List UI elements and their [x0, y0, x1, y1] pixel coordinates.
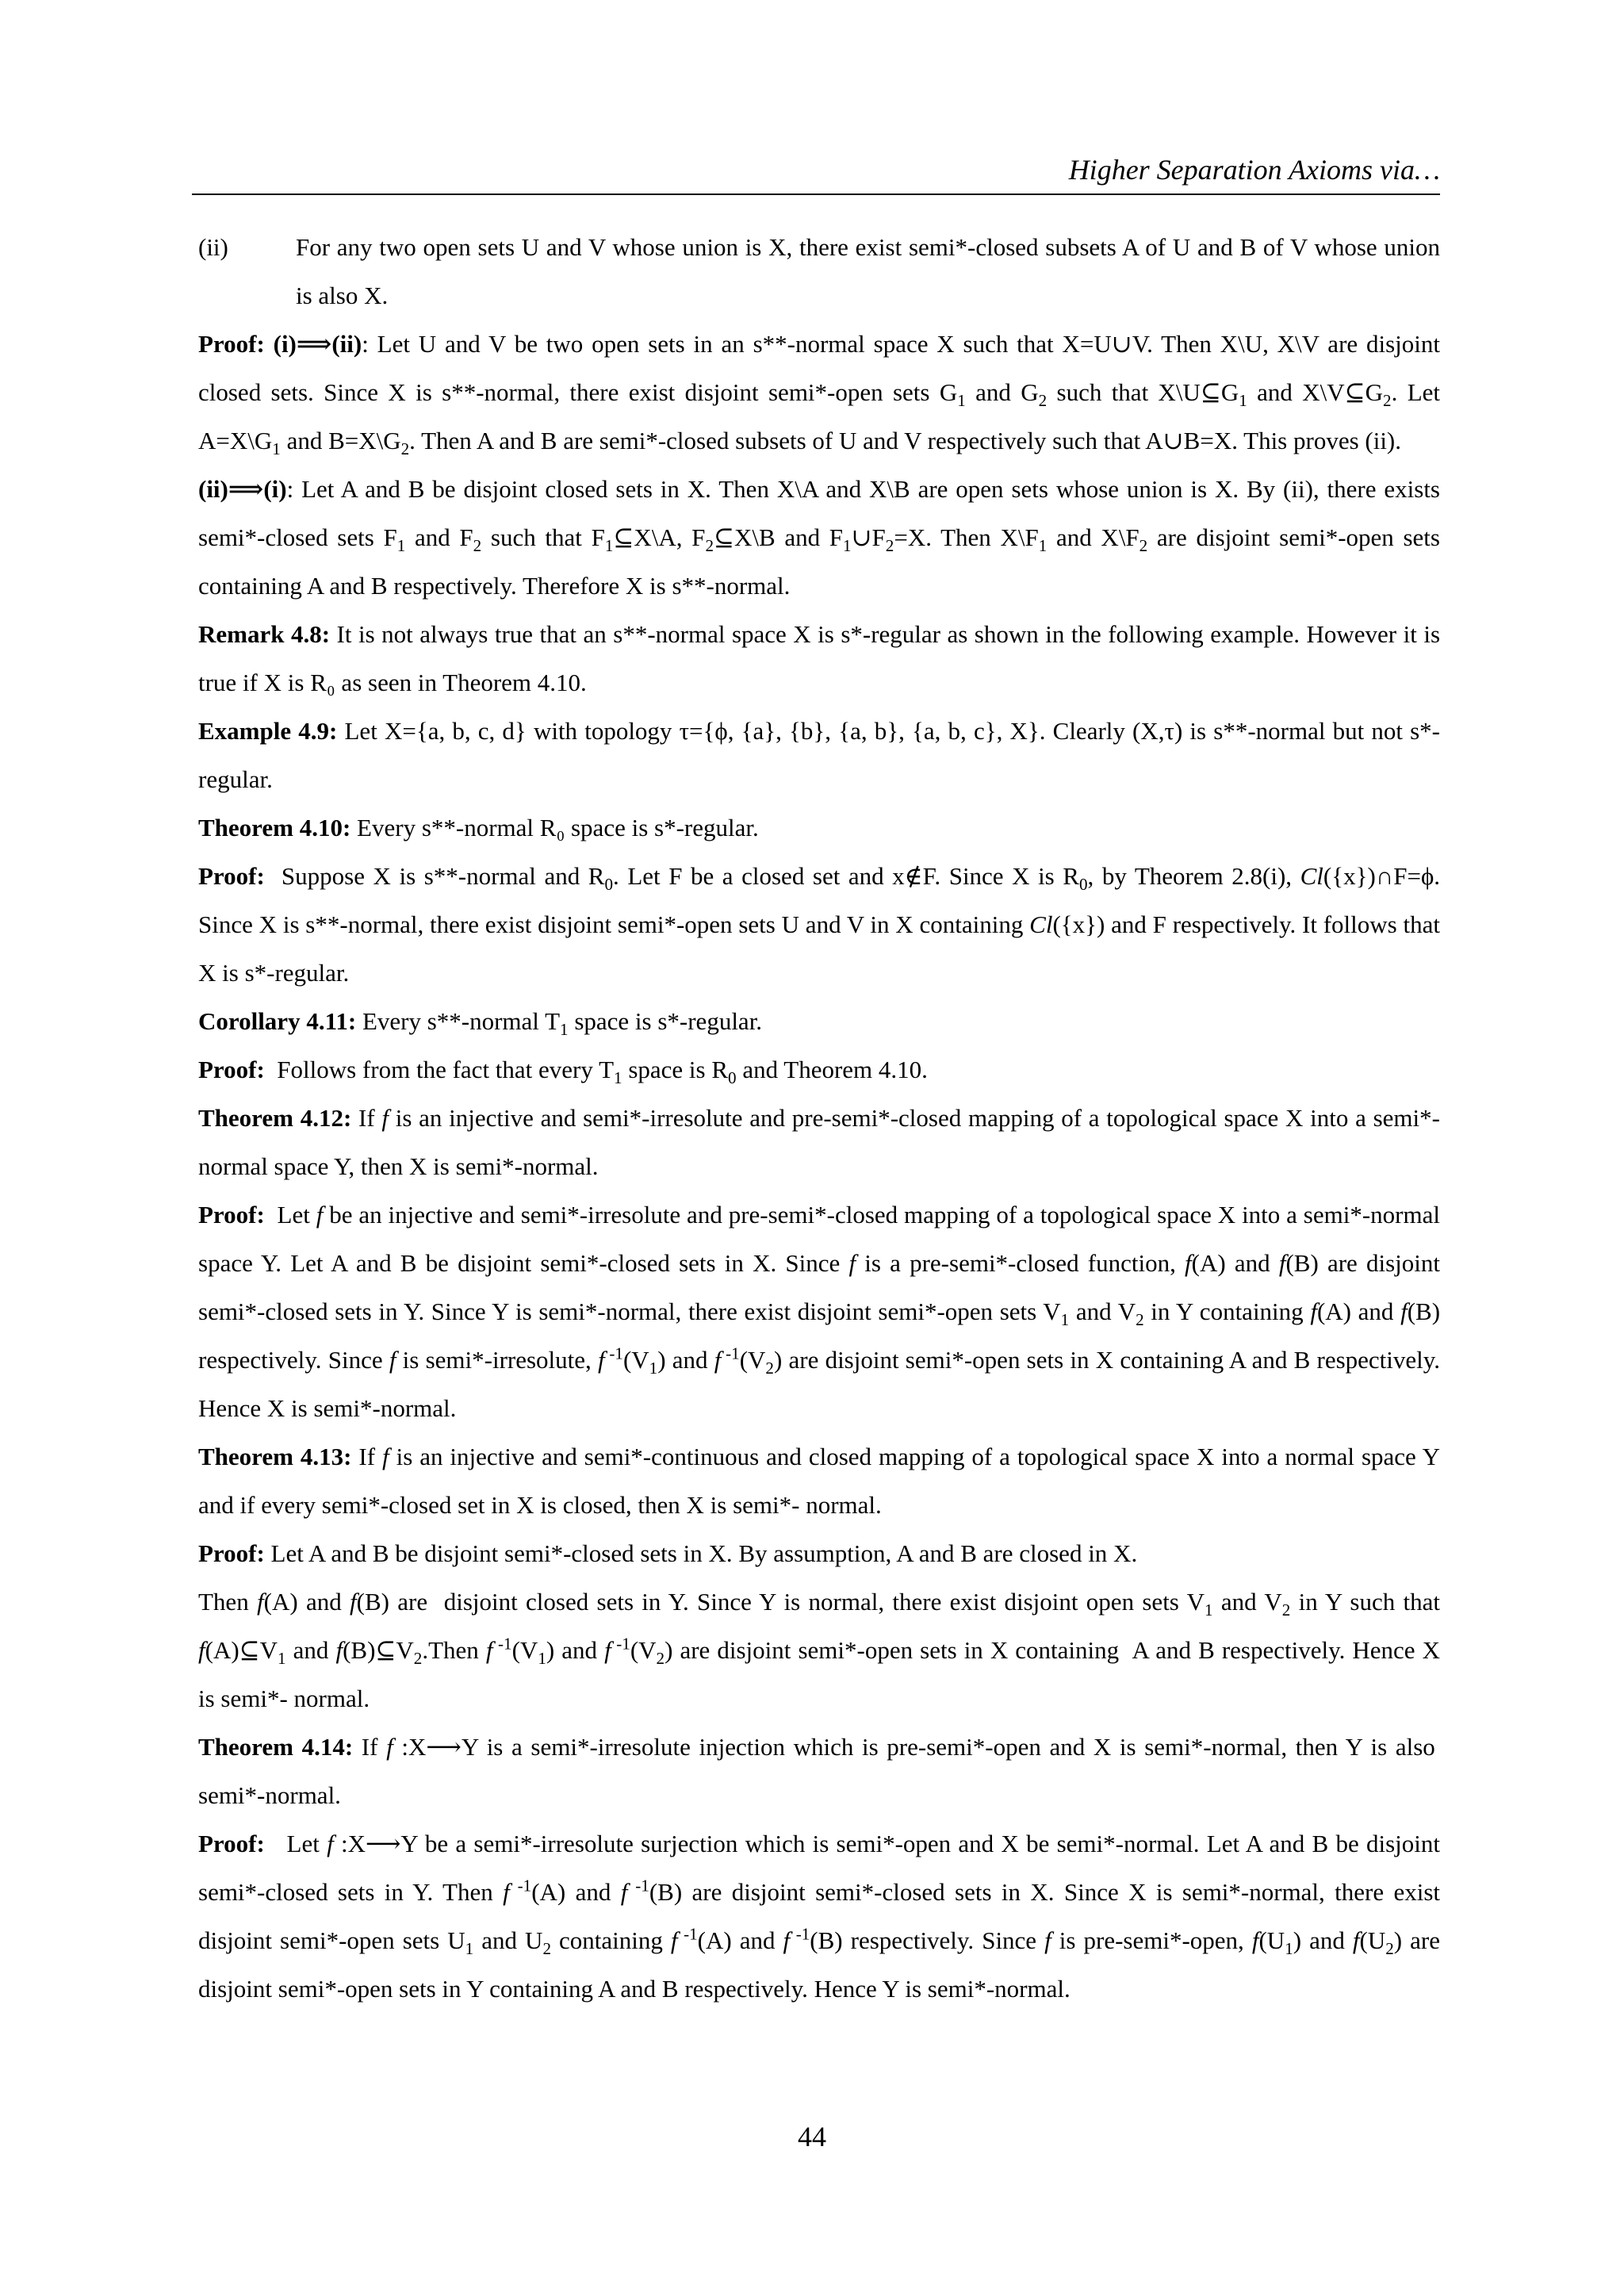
theorem-4-10-text: Every s**-normal R₀ space is s*-regular. — [357, 814, 759, 841]
proof-label: Proof: — [198, 1201, 265, 1228]
example-4-9-text: Let X={a, b, c, d} with topology τ={ϕ, {a}, {b}, {a, b}, {a, b, c}, X}. Clearly (X,τ) is s**-normal but not s*-regular. — [198, 717, 1441, 793]
list-item-number: (ii) — [198, 233, 228, 261]
page-body — [198, 223, 1440, 2013]
list-item-ii — [198, 223, 1440, 320]
example-4-9-label: Example 4.9: — [198, 717, 338, 745]
theorem-4-13-label: Theorem 4.13: — [198, 1443, 352, 1470]
proof-4-13 — [198, 1529, 1440, 1577]
theorem-4-14: Theorem 4.14: If f :X⟶Y is a semi*-irresolute injection which is pre-semi*-open and X is semi*-normal, then Y is also semi*-normal. — [198, 1733, 1440, 1809]
remark-4-8 — [198, 610, 1440, 707]
proof-4-14: Proof: Let f :X⟶Y be a semi*-irresolute surjection which is semi*-open and X be semi*-normal. Let A and B be disjoint semi*-closed sets in Y. Then f $^{-1}$(A) and f $^{-1}$(B) are disjoint semi*-closed sets in X. Since X is semi*-normal, there exist disjoint semi*-open sets $U_1$ and $U_2$ containing f $^{-1}$(A) and f $^{-1}$(B) respectively. Since f is pre-semi*-open, $f(U_1)$ and $f(U_2)$ are disjoint semi*-open sets in Y containing A and B respectively. Hence Y is semi*-normal. — [198, 1830, 1441, 2003]
proof-label: Proof: — [198, 1056, 265, 1083]
example-4-9 — [198, 707, 1440, 803]
corollary-4-11-label: Corollary 4.11: — [198, 1007, 357, 1035]
proof-4-10: Proof: Suppose X is s**-normal and $R_0$. Let F be a closed set and x∉F. Since X is $R_0$, by Theorem 2.8(i), Cl({x})∩F=ϕ. Since X is s**-normal, there exist disjoint semi*-open sets U and V in X containing Cl({x}) and F respectively. It follows that X is s*-regular. — [198, 862, 1441, 987]
proof-ii-i: (ii)⟹(i): Let A and B be disjoint closed sets in X. Then X\A and X\B are open sets whose union is X. By (ii), there exists semi*-closed sets $F_1$ and $F_2$ such that $F_1⊆X\backslash A$, $F_2⊆X\backslash B$ and $F_1\cup F_2=X$. Then $X\backslash F_1$ and $X\backslash F_2$ are disjoint semi*-open sets containing A and B respectively. Therefore X is s**-normal. — [198, 475, 1440, 600]
remark-4-8-text: It is not always true that an s**-normal space X is s*-regular as shown in the following example. However it is true if X is R₀ as seen in Theorem 4.10. — [198, 620, 1441, 696]
proof-4-13-continued: Then f(A) and f(B) are disjoint closed sets in Y. Since Y is normal, there exist disjoint open sets $V_1$ and $V_2$ in Y such that $f(A)⊆V_1$ and $f(B)⊆V_2.Then$ f $^{-1}(V_1)$ and f $^{-1}(V_2)$ are disjoint semi*-open sets in X containing A and B respectively. Hence X is semi*- normal. — [198, 1588, 1441, 1712]
theorem-4-14-label: Theorem 4.14: — [198, 1733, 354, 1761]
theorem-4-12: Theorem 4.12: If f is an injective and semi*-irresolute and pre-semi*-closed mapping of a topological space X into a semi*-normal space Y, then X is semi*-normal. — [198, 1104, 1440, 1180]
proof-ii-i-label: (ii)⟹(i) — [198, 475, 287, 503]
proof-i-ii: Proof: (i)⟹(ii): Let U and V be two open sets in an s**-normal space X such that X=U∪V. Then X\U, X\V are disjoint closed sets. Since X is s**-normal, there exist disjoint semi*-open sets $G_1$ and $G_2$ such that $X\backslash U⊆G_1$ and $X\backslash V⊆G_2$. Let $A=X\backslash G_1$ and $B=X\backslash G_2$. Then A and B are semi*-closed subsets of U and V respectively such that A∪B=X. This proves (ii). — [198, 330, 1441, 459]
proof-label: Proof: — [198, 1830, 265, 1857]
theorem-4-10 — [198, 803, 1440, 852]
theorem-4-10-label: Theorem 4.10: — [198, 814, 351, 841]
list-item-text: For any two open sets U and V whose union is X, there exist semi*-closed subsets A of U and B of V whose union is also X. — [296, 233, 1440, 309]
remark-4-8-label: Remark 4.8: — [198, 620, 331, 648]
theorem-4-12-label: Theorem 4.12: — [198, 1104, 352, 1132]
header-rule — [192, 194, 1440, 195]
theorem-4-13: Theorem 4.13: If f is an injective and semi*-continuous and closed mapping of a topological space X into a normal space Y and if every semi*-closed set in X is closed, then X is semi*- normal. — [198, 1443, 1440, 1519]
page-number: 44 — [798, 2121, 826, 2152]
corollary-4-11: Corollary 4.11: Every s**-normal $T_1$ space is s*-regular. — [198, 1007, 763, 1040]
proof-4-11: Proof: Follows from the fact that every $T_1$ space is $R_0$ and Theorem 4.10. — [198, 1056, 928, 1088]
proof-4-13-text: Let A and B be disjoint semi*-closed sets in X. By assumption, A and B are closed in X. — [270, 1539, 1138, 1567]
proof-label: Proof: — [198, 862, 265, 890]
proof-label: Proof: — [198, 1539, 265, 1567]
proof-4-12: Proof: Let f be an injective and semi*-irresolute and pre-semi*-closed mapping of a topological space X into a semi*-normal space Y. Let A and B be disjoint semi*-closed sets in X. Since f is a pre-semi*-closed function, f(A) and f(B) are disjoint semi*-closed sets in Y. Since Y is semi*-normal, there exist disjoint semi*-open sets $V_1$ and $V_2$ in Y containing f(A) and f(B) respectively. Since f is semi*-irresolute, f $^{-1}(V_1)$ and f $^{-1}(V_2)$ are disjoint semi*-open sets in X containing A and B respectively. Hence X is semi*-normal. — [198, 1201, 1441, 1422]
running-head: Higher Separation Axioms via… — [1068, 154, 1440, 186]
proof-i-ii-label: Proof: (i)⟹(ii) — [198, 330, 362, 358]
